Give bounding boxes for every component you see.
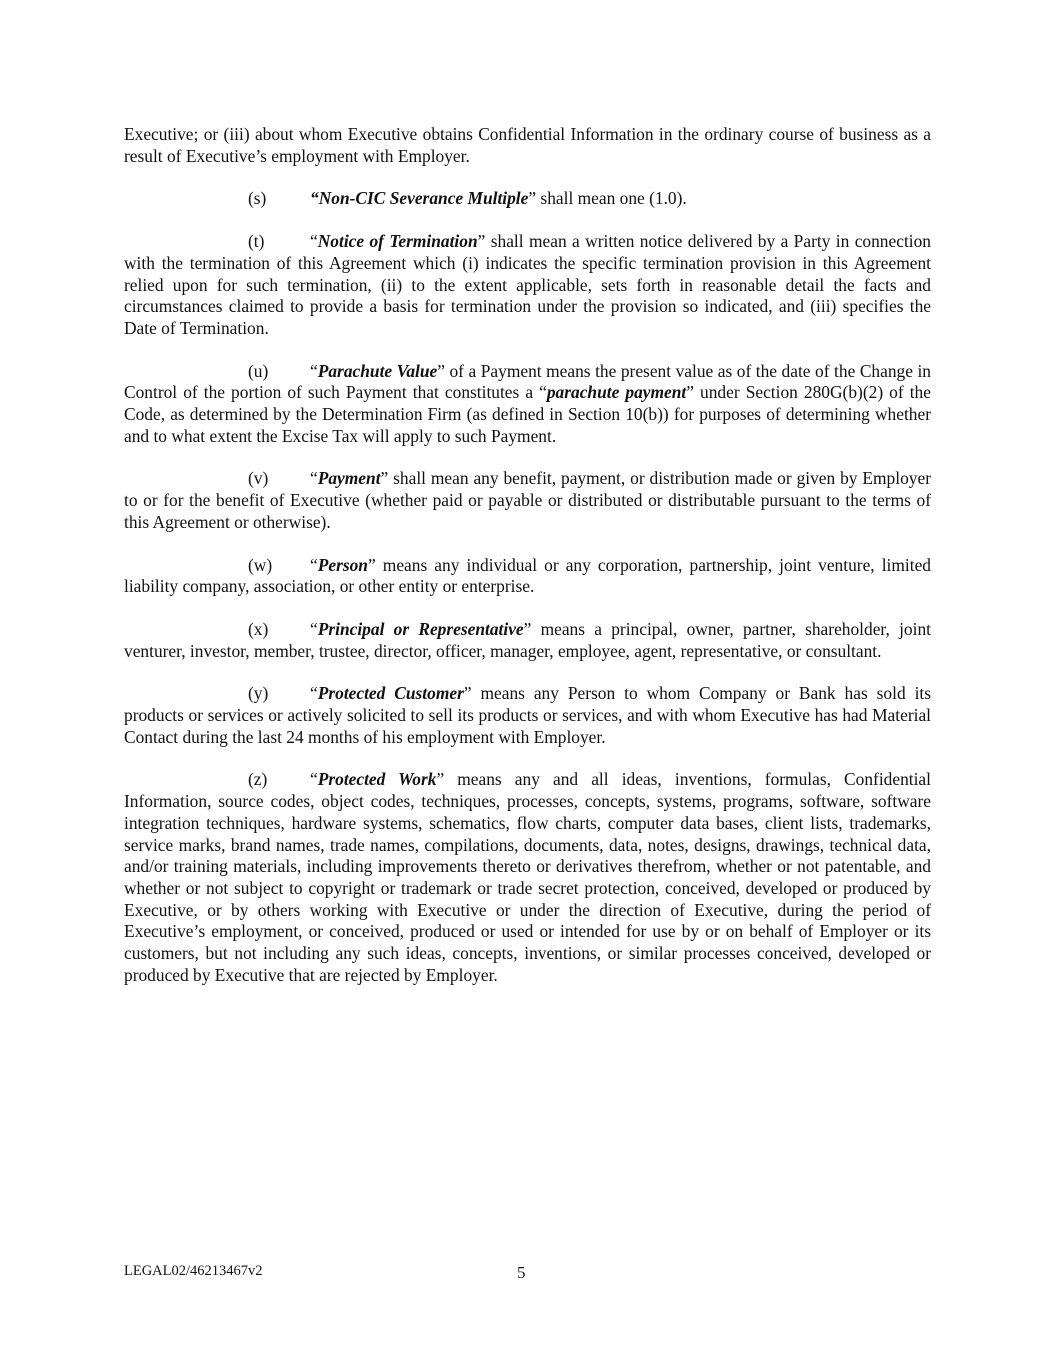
definition-text: ” under Section 280G(b)(2) of the Code, as determined by the Determination Firm (as defined in Section 10(b)) for purposes of determining whether and to what extent the Excise Tax will apply to such Payment. [124, 382, 931, 446]
definition-text: ” shall mean any benefit, payment, or distribution made or given by Employer to or for the benefit of Executive (whether paid or payable or distributed or distributable pursuant to the terms of this Agreement or otherwise). [124, 468, 931, 532]
definition-text: ” of a Payment means the present value as of the date of the Change in Control of the portion of such Payment that constitutes a “ [124, 360, 931, 403]
definition-u: (u) “Parachute Value” of a Payment means the present value as of the date of the Change in Control of the portion of such Payment that constitutes a “parachute payment” under Section 280G(b)(2) of the Code, as determined by the Determination Firm (as defined in Section 10(b)) for purposes of determining whether and to what extent the Excise Tax will apply to such Payment. [124, 360, 931, 446]
definition-text: ” means any individual or any corporation, partnership, joint venture, limited liability company, association, or other entity or enterprise. [124, 554, 931, 597]
defined-term: Principal or Representative [317, 618, 524, 639]
definition-label: (t) [248, 231, 265, 252]
definition-label: (y) [248, 683, 269, 704]
defined-term: Person [317, 554, 368, 575]
paragraph-continuation: Executive; or (iii) about whom Executive obtains Confidential Information in the ordinary course of business as a result of Executive’s employment with Employer. [124, 124, 931, 166]
definition-text: ” shall mean a written notice delivered by a Party in connection with the termination of this Agreement which (i) indicates the specific termination provision in this Agreement relied upon for such termination, (ii) to the extent applicable, sets forth in reasonable detail the facts and circumstances claimed to provide a basis for termination under the provision so indicated, and (iii) specifies the Date of Termination. [124, 231, 931, 338]
definition-label: (s) [248, 188, 267, 209]
document-body [124, 124, 931, 1008]
defined-term: Payment [317, 468, 381, 489]
document-id: LEGAL02/46213467v2 [124, 1263, 263, 1279]
defined-term: parachute payment [546, 382, 687, 403]
definition-text: ” means any and all ideas, inventions, formulas, Confidential Information, source codes, object codes, techniques, processes, concepts, systems, programs, software, software integration techniques, hardware systems, schematics, flow charts, computer data bases, client lists, trademarks, service marks, brand names, trade names, compilations, documents, data, notes, designs, drawings, technical data, and/or training materials, including improvements thereto or derivatives therefrom, whether or not patentable, and whether or not subject to copyright or trademark or trade secret protection, conceived, developed or produced by Executive, or by others working with Executive or under the direction of Executive, during the period of Executive’s employment, or conceived, produced or used or intended for use by or on behalf of Employer or its customers, but not including any such ideas, concepts, inventions, or similar processes conceived, developed or produced by Executive that are rejected by Employer. [124, 769, 931, 985]
page-number: 5 [517, 1263, 526, 1282]
definition-label: (w) [248, 554, 273, 575]
definition-x: (x) “Principal or Representative” means a principal, owner, partner, shareholder, joint venturer, investor, member, trustee, director, officer, manager, employee, agent, representative, or consultant. [124, 618, 931, 661]
definition-label: (u) [248, 360, 269, 381]
definition-y: (y) “Protected Customer” means any Person to whom Company or Bank has sold its products or services or actively solicited to sell its products or services, and with whom Executive has had Material Contact during the last 24 months of his employment with Employer. [124, 683, 931, 747]
definition-w: (w) “Person” means any individual or any corporation, partnership, joint venture, limited liability company, association, or other entity or enterprise. [124, 554, 931, 597]
defined-term: Protected Work [317, 769, 437, 790]
definition-text: ” means a principal, owner, partner, shareholder, joint venturer, investor, member, trustee, director, officer, manager, employee, agent, representative, or consultant. [124, 618, 931, 661]
definition-z: (z) “Protected Work” means any and all ideas, inventions, formulas, Confidential Information, source codes, object codes, techniques, processes, concepts, systems, programs, software, software integration techniques, hardware systems, schematics, flow charts, computer data bases, client lists, trademarks, service marks, brand names, trade names, compilations, documents, data, notes, designs, drawings, technical data, and/or training materials, including improvements thereto or derivatives therefrom, whether or not patentable, and whether or not subject to copyright or trademark or trade secret protection, conceived, developed or produced by Executive, or by others working with Executive or under the direction of Executive, during the period of Executive’s employment, or conceived, produced or used or intended for use by or on behalf of Employer or its customers, but not including any such ideas, concepts, inventions, or similar processes conceived, developed or produced by Executive that are rejected by Employer. [124, 769, 931, 985]
defined-term: “Non-CIC Severance Multiple [310, 188, 529, 209]
defined-term: Parachute Value [317, 360, 438, 381]
definition-label: (z) [248, 769, 268, 790]
definition-t: (t) “Notice of Termination” shall mean a written notice delivered by a Party in connection with the termination of this Agreement which (i) indicates the specific termination provision in this Agreement relied upon for such termination, (ii) to the extent applicable, sets forth in reasonable detail the facts and circumstances claimed to provide a basis for termination under the provision so indicated, and (iii) specifies the Date of Termination. [124, 231, 931, 338]
definition-text: ” means any Person to whom Company or Bank has sold its products or services or actively solicited to sell its products or services, and with whom Executive has had Material Contact during the last 24 months of his employment with Employer. [124, 683, 931, 747]
defined-term: Protected Customer [317, 683, 464, 704]
defined-term: Notice of Termination [317, 231, 478, 252]
definition-text: ” shall mean one (1.0). [528, 188, 687, 209]
definition-s [124, 188, 931, 210]
definition-label: (x) [248, 618, 269, 639]
definition-v: (v) “Payment” shall mean any benefit, payment, or distribution made or given by Employer to or for the benefit of Executive (whether paid or payable or distributed or distributable pursuant to the terms of this Agreement or otherwise). [124, 468, 931, 532]
definition-label: (v) [248, 468, 269, 489]
